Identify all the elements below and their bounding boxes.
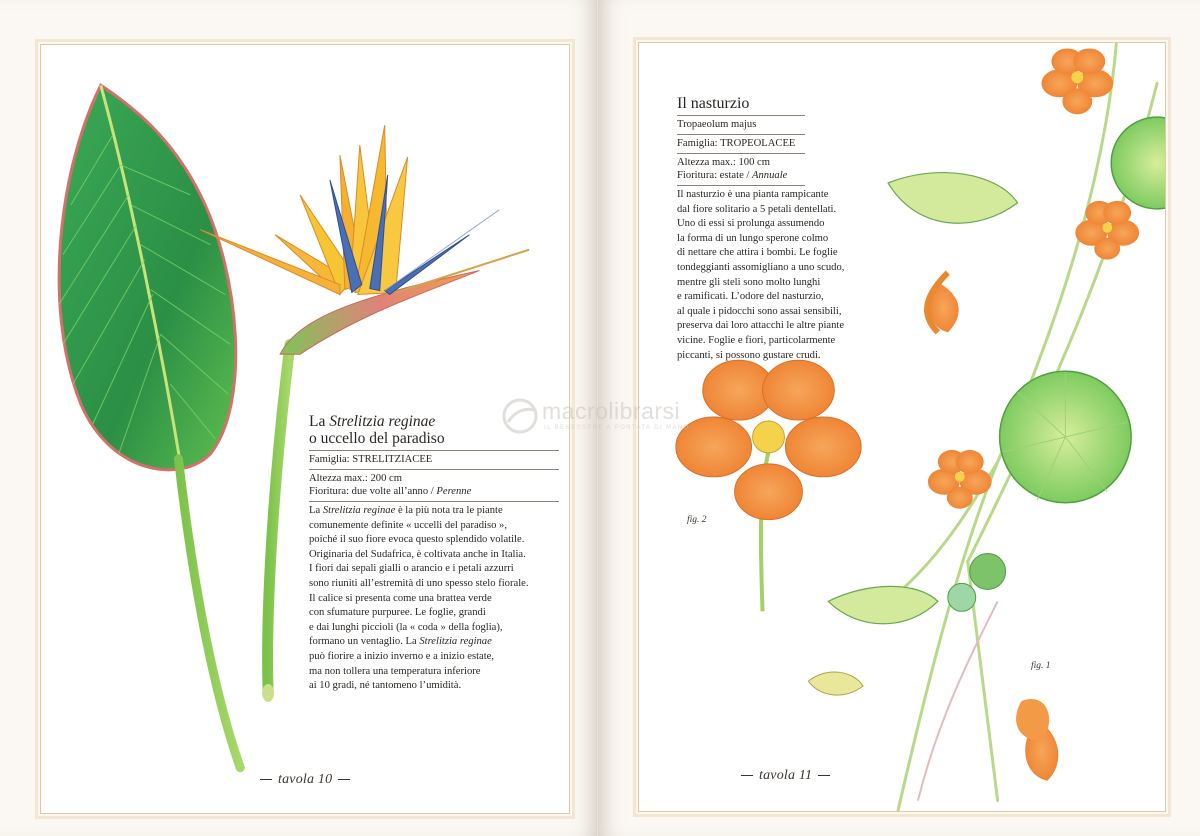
right-plate-frame: [638, 42, 1166, 812]
body-line: al quale i pidocchi sono assai sensibili,: [677, 305, 842, 317]
nasturtium-family: Famiglia: TROPEOLACEE: [677, 138, 796, 149]
strelitzia-height: Altezza max.: 200 cm: [309, 473, 402, 484]
body-line: la forma di un lungo sperone colmo: [677, 232, 829, 244]
nasturtium-height: Altezza max.: 100 cm: [677, 157, 770, 168]
divider: [677, 134, 805, 135]
divider: [309, 469, 559, 470]
strelitzia-description: [309, 413, 559, 694]
watermark-name: macrolibrarsi: [542, 398, 681, 424]
body-line: e ramificati. L’odore del nasturzio,: [677, 291, 824, 303]
divider: [677, 115, 805, 116]
body-line: dal fiore solitario a 5 petali dentellati.: [677, 203, 837, 215]
left-plate-frame: [40, 44, 570, 814]
body-line: ai 10 gradi, né tantomeno l’umidità.: [309, 680, 462, 692]
divider: [309, 450, 559, 451]
strelitzia-bloom: Fioritura: due volte all’anno / Perenne: [309, 486, 472, 497]
strelitzia-family: Famiglia: STRELITZIACEE: [309, 454, 433, 465]
nasturtium-title: Il nasturzio: [677, 95, 750, 112]
body-line: poiché il suo fiore evoca questo splendido volatile.: [309, 534, 525, 546]
figure-label-2: fig. 2: [687, 515, 707, 525]
body-line: I fiori dai sepali gialli o arancio e i petali azzurri: [309, 563, 514, 575]
body-line: sono riuniti all’estremità di uno spesso stelo fiorale.: [309, 577, 529, 589]
body-line: comunemente definite « uccelli del paradiso »,: [309, 519, 507, 531]
body-line: piccanti, si possono gustare crudi.: [677, 349, 821, 361]
body-line: formano un ventaglio. La Strelitzia reginae: [309, 636, 492, 648]
nasturtium-body: [677, 188, 877, 363]
page-label-left: tavola 10: [254, 772, 356, 788]
body-line: con sfumature purpuree. Le foglie, grandi: [309, 607, 486, 619]
watermark-logo-icon: [500, 396, 540, 436]
page-label-right: tavola 11: [735, 768, 836, 784]
strelitzia-body: [309, 504, 559, 694]
body-line: Originaria del Sudafrica, è coltivata anche in Italia.: [309, 548, 526, 560]
divider: [677, 153, 805, 154]
divider: [677, 185, 805, 186]
strelitzia-subtitle: o uccello del paradiso: [309, 430, 445, 447]
body-line: mentre gli steli sono molto lunghi: [677, 276, 821, 288]
body-line: La Strelitzia reginae è la più nota tra le piante: [309, 505, 503, 516]
body-line: ma non tollera una temperatura inferiore: [309, 665, 481, 677]
watermark-tagline: IL BENESSERE A PORTATA DI MANO: [544, 425, 690, 431]
nasturtium-bloom: Fioritura: estate / Annuale: [677, 170, 788, 181]
body-line: tondeggianti assomigliano a uno scudo,: [677, 261, 845, 273]
divider: [309, 501, 559, 502]
body-line: Il calice si presenta come una brattea verde: [309, 592, 492, 604]
body-line: e dai lunghi piccioli (la « coda » della foglia),: [309, 621, 503, 633]
nasturtium-latin-name: Tropaeolum majus: [677, 119, 757, 130]
body-line: preserva dai loro attacchi le altre piante: [677, 320, 845, 332]
strelitzia-title: La Strelitzia reginae: [309, 413, 436, 430]
body-line: vicine. Foglie e fiori, particolarmente: [677, 334, 836, 346]
body-line: Uno di essi si prolunga assumendo: [677, 218, 825, 230]
figure-label-1: fig. 1: [1031, 661, 1051, 671]
body-line: Il nasturzio è una pianta rampicante: [677, 189, 829, 200]
body-line: può fiorire a inizio inverno e a inizio estate,: [309, 650, 495, 662]
nasturtium-description: [677, 95, 845, 363]
body-line: di nettare che attira i bombi. Le foglie: [677, 247, 838, 259]
watermark: [500, 396, 700, 436]
